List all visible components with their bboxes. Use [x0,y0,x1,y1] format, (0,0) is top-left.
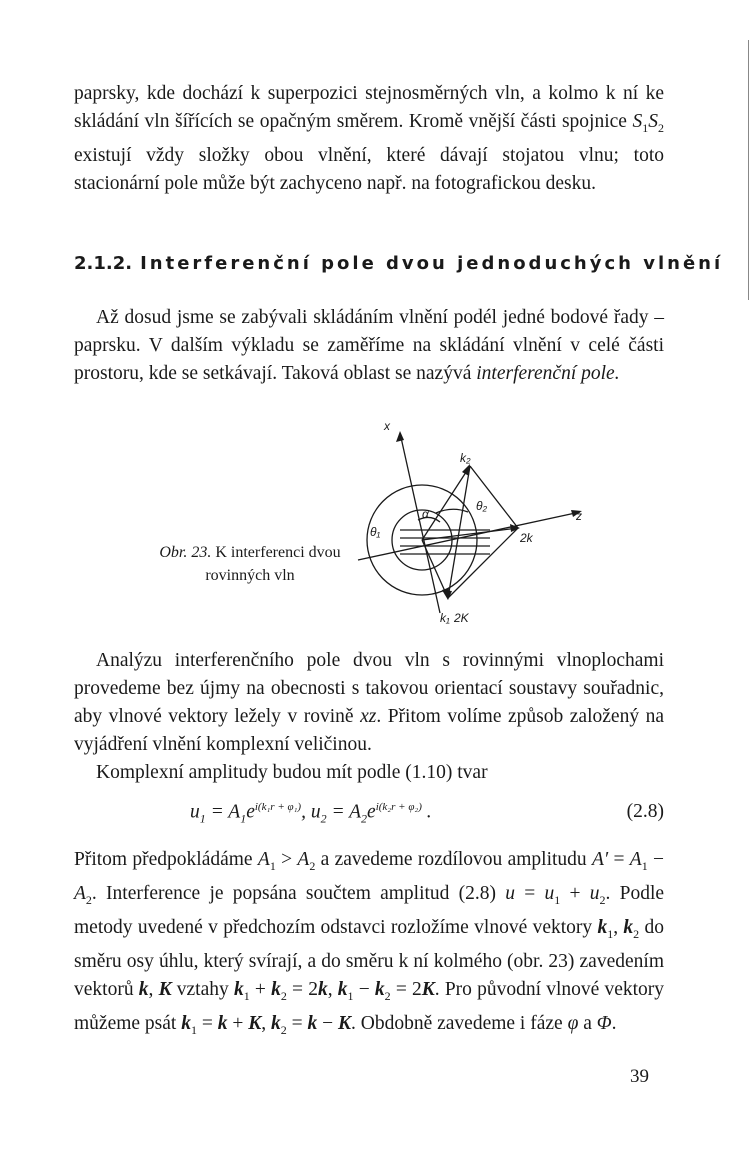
section-number: 2.1.2. [74,253,133,274]
label-k1: k₁ [440,611,450,625]
label-x: x [384,419,390,433]
paragraph-3: Analýzu interferenčního pole dvou vln s rovinnými vlnoplochami provedeme bez újmy na obecnosti s takovou orientací soustavy souřadnic, aby vlnové vektory ležely v rovině xz. Přitom volíme způsob založený na vyjádření vlnění komplexní veličinou. [74,650,664,755]
page-number: 39 [630,1066,649,1087]
label-theta2: θ₂ [476,499,488,513]
label-2k: 2k [520,531,533,545]
page-edge-line [748,40,749,300]
paragraph-1: paprsky, kde dochází k superpozici stejnosměrných vln, a kolmo k ní ke skládání vln šířících se opačným směrem. Kromě vnější části spojnice $S_1S_2$ existují vždy složky obou vlnění, které dávají stojatou vlnu; toto stacionární pole může být zachyceno např. na fotografickou desku. [74,83,664,194]
arrow-k2 [462,464,470,476]
equation-2-8 [190,801,670,835]
figure-23-diagram [340,418,610,628]
paragraph-5: Přitom předpokládáme $A_1 > A_2$ a zavedeme rozdílovou amplitudu $A' = A_1 - A_2$. Interference je popsána součtem amplitud (2.8) $u = u_1 + u_2$. Podle metody uvedené v předchozím odstavci rozložíme vlnové vektory $k_1$, $k_2$ do směru osy úhlu, který svírají, a do směru k ní kolmého (obr. 23) zavedením vektorů k, K vztahy $k_1 + k_2 = 2k$, $k_1 - k_2 = 2K$. Pro původní vlnové vektory můžeme psát $k_1 = k + K$, $k_2 = k - K$. Obdobně zavedeme i fáze φ a Φ. [74,849,665,1037]
paragraph-2: Až dosud jsme se zabývali skládáním vlnění podél jedné bodové řady – paprsku. V dalším výkladu se zaměříme na skládání vlnění v celé části prostoru, kde se setkávají. Taková oblast se nazývá interferenční pole. [74,307,664,384]
term-interference-field: interferenční pole. [476,363,620,384]
label-theta1: θ₁ [370,525,381,539]
label-k2: k₂ [460,451,471,465]
x-axis-line [400,433,440,613]
figure-caption: Obr. 23. K interferenci dvou rovinných vln [159,544,341,584]
arrow-x [396,431,404,442]
section-heading [74,253,724,274]
label-alpha: α [422,507,429,521]
section-title: Interferenční pole dvou jednoduchých vlnění [140,253,724,274]
z-axis-line [358,512,580,560]
equation-number: (2.8) [626,801,664,822]
equation-body: $u_1 = A_1e^{i(k_1r + \varphi_1)}$, $u_2 = A_2e^{i(k_2r + \varphi_2)}$ . [190,801,432,826]
paragraph-4: Komplexní amplitudy budou mít podle (1.10) tvar [96,762,488,783]
label-2K: 2K [454,611,469,625]
rhombus-top-edge [470,466,518,528]
label-z: z [576,509,582,523]
